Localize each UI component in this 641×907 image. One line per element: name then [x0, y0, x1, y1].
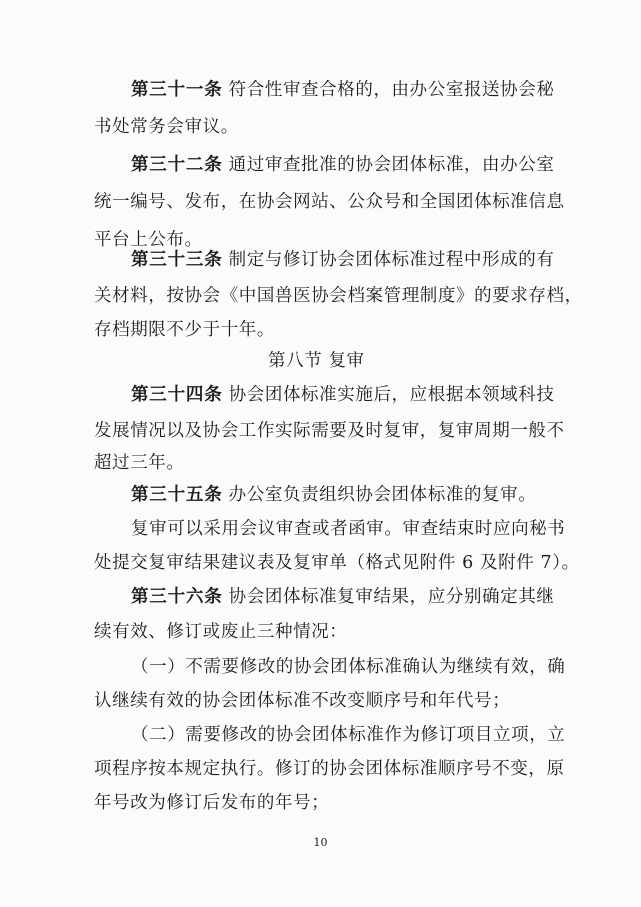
article-35-text-1: 办公室负责组织协会团体标准的复审。	[222, 485, 537, 505]
article-33-line-3: 存档期限不少于十年。	[94, 320, 275, 340]
article-35-label: 第三十五条	[131, 485, 223, 505]
article-36-line-2: 续有效、修订或废止三种情况：	[94, 622, 348, 642]
review-method-line-2: 处提交复审结果建议表及复审单（格式见附件 6 及附件 7）。	[94, 553, 580, 573]
article-36-label: 第三十六条	[131, 587, 223, 607]
item-1-line-1: （一）不需要修改的协会团体标准确认为继续有效，确	[131, 657, 566, 677]
article-33-label: 第三十三条	[131, 250, 223, 270]
article-34-line-3: 超过三年。	[94, 453, 185, 473]
review-method-line-1: 复审可以采用会议审查或者函审。审查结束时应向秘书	[131, 519, 566, 539]
article-32-label: 第三十二条	[131, 155, 223, 175]
article-32-line-3: 平台上公布。	[94, 230, 203, 250]
article-32-line-2: 统一编号、发布，在协会网站、公众号和全国团体标准信息	[94, 192, 565, 212]
article-34-line-1	[131, 383, 554, 407]
item-1-line-2: 认继续有效的协会团体标准不改变顺序号和年代号；	[94, 691, 511, 711]
section-title: 第八节 复审	[268, 351, 365, 371]
article-31-line-2: 书处常务会审议。	[94, 117, 239, 137]
article-34-line-2: 发展情况以及协会工作实际需要及时复审，复审周期一般不	[94, 421, 565, 441]
article-36-line-1	[131, 585, 554, 609]
article-36-text-1: 协会团体标准复审结果，应分别确定其继	[222, 587, 555, 607]
article-31-label: 第三十一条	[131, 80, 223, 100]
article-33-text-1: 制定与修订协会团体标准过程中形成的有	[222, 250, 555, 270]
page-number: 10	[313, 836, 328, 849]
article-33-line-2: 关材料，按协会《中国兽医协会档案管理制度》的要求存档，	[94, 286, 583, 306]
article-31-line-1	[131, 78, 554, 102]
article-32-text-1: 通过审查批准的协会团体标准，由办公室	[222, 155, 555, 175]
article-32-line-1	[131, 153, 554, 177]
article-34-label: 第三十四条	[131, 385, 223, 405]
article-33-line-1	[131, 248, 554, 272]
item-2-line-3: 年号改为修订后发布的年号；	[94, 793, 330, 813]
article-35-line-1	[131, 483, 536, 507]
article-34-text-1: 协会团体标准实施后，应根据本领域科技	[222, 385, 555, 405]
item-2-line-1: （二）需要修改的协会团体标准作为修订项目立项，立	[131, 725, 566, 745]
item-2-line-2: 项程序按本规定执行。修订的协会团体标准顺序号不变，原	[94, 759, 565, 779]
article-31-text-1: 符合性审查合格的，由办公室报送协会秘	[222, 80, 555, 100]
